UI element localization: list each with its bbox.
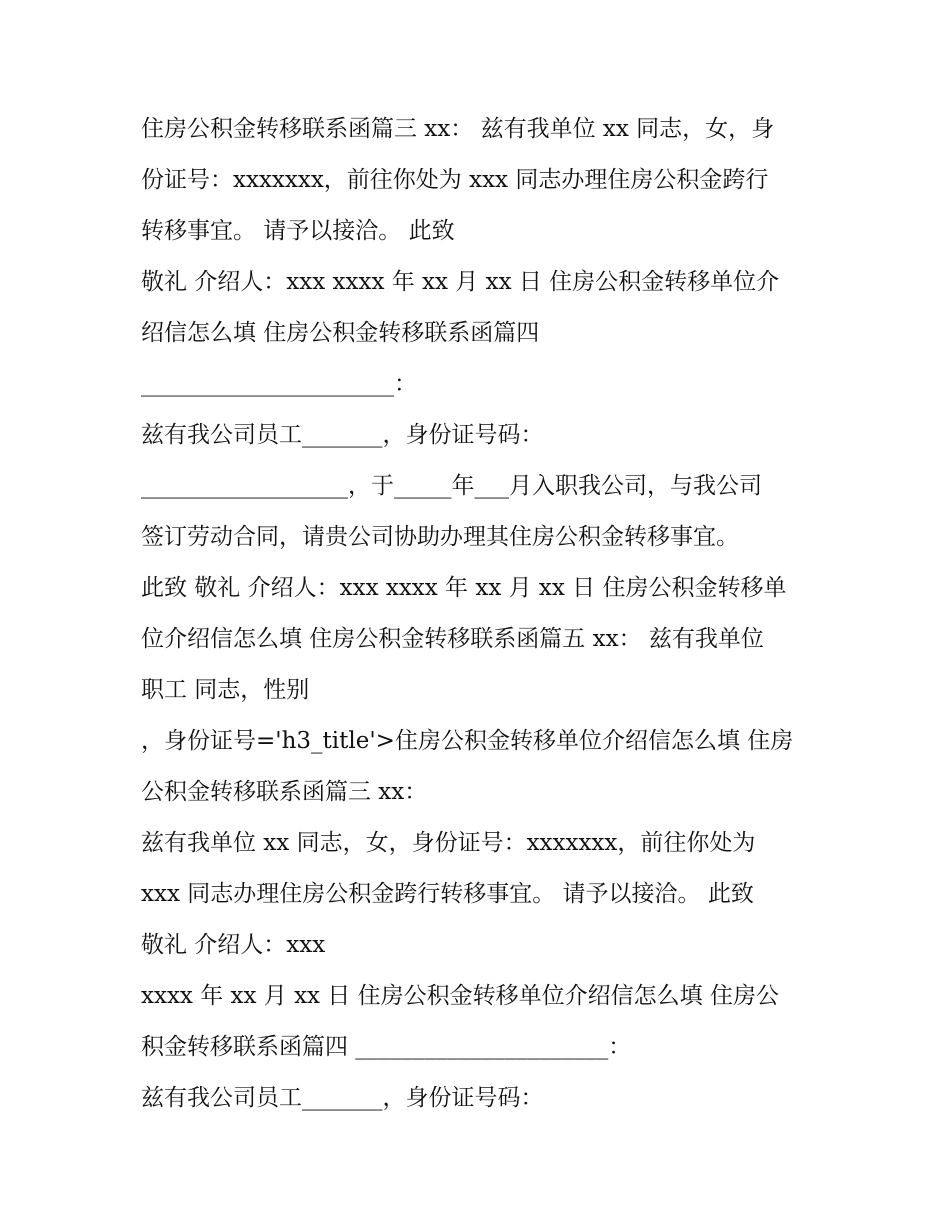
text-line: 兹有我单位 xx 同志，女，身份证号：xxxxxxx，前往你处为 — [141, 830, 756, 856]
text-line: 签订劳动合同，请贵公司协助办理其住房公积金转移事宜。 — [141, 524, 739, 550]
text-line: 职工 同志，性别 — [141, 677, 310, 703]
text-line: __________________，于_____年___月入职我公司，与我公司 — [141, 473, 762, 499]
text-line: 位介绍信怎么填 住房公积金转移联系函篇五 xx： 兹有我单位 — [141, 626, 764, 652]
text-line: ______________________： — [141, 371, 417, 397]
text-line: 敬礼 介绍人：xxx xxxx 年 xx 月 xx 日 住房公积金转移单位介 — [141, 269, 780, 295]
text-line: 转移事宜。 请予以接洽。 此致 — [141, 218, 455, 244]
text-line: 份证号：xxxxxxx，前往你处为 xxx 同志办理住房公积金跨行 — [141, 167, 769, 193]
text-line: 此致 敬礼 介绍人：xxx xxxx 年 xx 月 xx 日 住房公积金转移单 — [141, 575, 787, 601]
text-line: 绍信怎么填 住房公积金转移联系函篇四 — [141, 320, 540, 346]
document-body — [141, 104, 821, 1124]
text-line: ，身份证号='h3_title'>住房公积金转移单位介绍信怎么填 住房 — [141, 728, 794, 754]
text-line: 兹有我公司员工_______，身份证号码： — [141, 422, 544, 448]
text-line: 兹有我公司员工_______，身份证号码： — [141, 1085, 544, 1111]
text-line: 敬礼 介绍人：xxx — [141, 932, 326, 958]
text-line: 积金转移联系函篇四 ______________________： — [141, 1034, 632, 1060]
text-line: xxxx 年 xx 月 xx 日 住房公积金转移单位介绍信怎么填 住房公 — [141, 983, 779, 1009]
text-line: 住房公积金转移联系函篇三 xx： 兹有我单位 xx 同志，女，身 — [141, 116, 775, 142]
text-line: 公积金转移联系函篇三 xx： — [141, 779, 428, 805]
text-line: xxx 同志办理住房公积金跨行转移事宜。 请予以接洽。 此致 — [141, 881, 754, 907]
